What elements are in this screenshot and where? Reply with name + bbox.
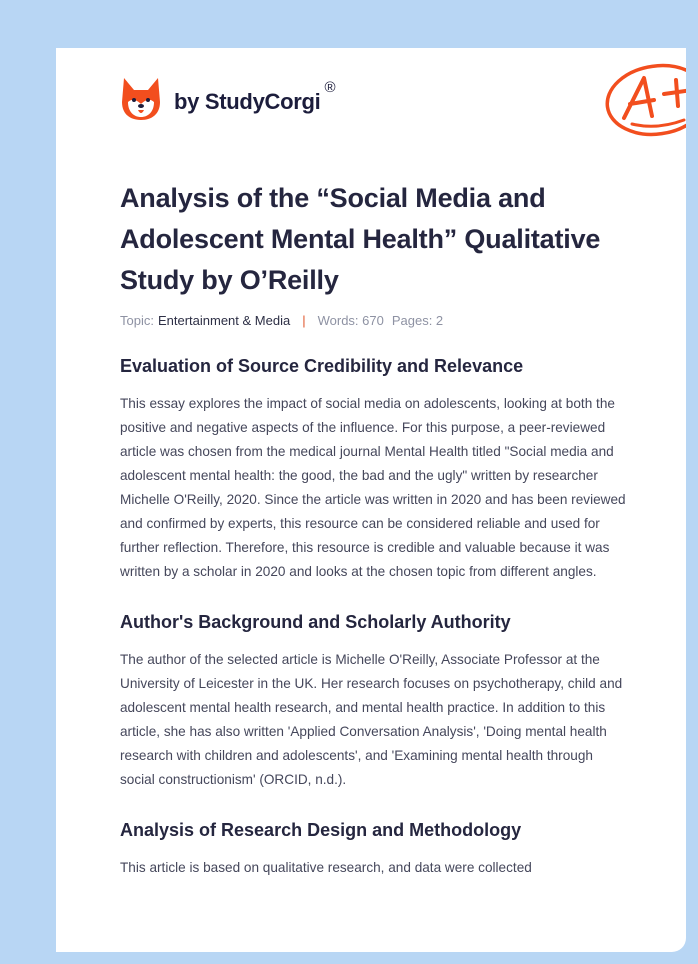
page-count: Pages: 2 (391, 313, 444, 328)
article-title: Analysis of the “Social Media and Adolescent Mental Health” Qualitative Study by O’Reilly (120, 183, 601, 295)
section-heading: Evaluation of Source Credibility and Relevance (120, 356, 524, 376)
header (120, 74, 650, 134)
meta-separator: | (302, 313, 306, 328)
document-card (56, 48, 686, 952)
corgi-logo-icon (120, 76, 162, 122)
article-meta (120, 313, 630, 328)
brand-name: by StudyCorgi (174, 89, 321, 114)
registered-mark: ® (324, 78, 336, 96)
section-body: This article is based on qualitative research, and data were collected (120, 860, 532, 875)
article (120, 178, 630, 880)
section-heading: Author's Background and Scholarly Authority (120, 612, 511, 632)
studycorgi-logo[interactable] (120, 76, 336, 122)
word-count: Words: 670 (317, 313, 384, 328)
a-plus-grade-icon (602, 60, 686, 140)
section-heading: Analysis of Research Design and Methodology (120, 820, 522, 840)
section-body: The author of the selected article is Michelle O'Reilly, Associate Professor at the University of Leicester in the UK. Her research focuses on psychotherapy, child and adolescent mental health research, and mental health practice. In addition to this article, she has also written 'Applied Conversation Analysis', 'Doing mental health research with children and adolescents', and 'Examining mental health through social constructionism' (ORCID, n.d.). (120, 652, 623, 787)
topic-label: Topic: (120, 313, 154, 328)
section-body: This essay explores the impact of social media on adolescents, looking at both the positive and negative aspects of the influence. For this purpose, a peer-reviewed article was chosen from the medical journal Mental Health titled "Social media and adolescent mental health: the good, the bad and the ugly" written by researcher Michelle O'Reilly, 2020. Since the article was written in 2020 and has been reviewed and confirmed by experts, this resource can be considered reliable and used for further reflection. Therefore, this resource is credible and valuable because it was written by a scholar in 2020 and looks at the chosen topic from different angles. (120, 396, 626, 579)
topic-link[interactable]: Entertainment & Media (157, 313, 291, 328)
